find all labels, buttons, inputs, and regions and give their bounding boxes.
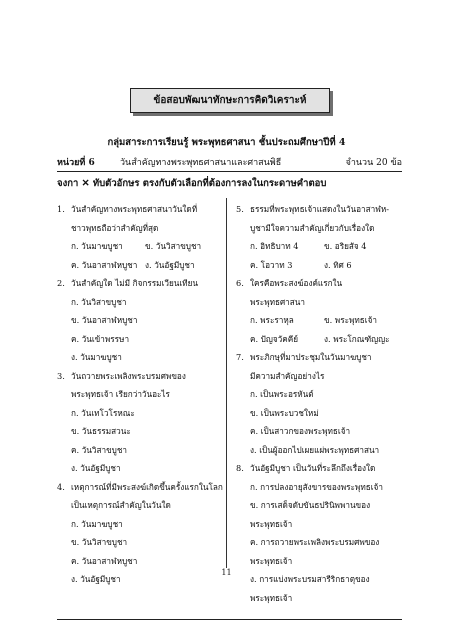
question-number: 5. bbox=[236, 204, 244, 214]
choice-row bbox=[236, 478, 401, 497]
question-text: ธรรมที่พระพุทธเจ้าแสดงในวันอาสาฬห- bbox=[250, 204, 390, 214]
question-item bbox=[236, 200, 401, 274]
question-item bbox=[57, 200, 222, 274]
question-line bbox=[236, 219, 401, 238]
choice-row bbox=[57, 459, 222, 478]
exam-title-box bbox=[130, 88, 330, 113]
question-column-right bbox=[236, 200, 401, 607]
answer-choice: ข. วันวิสาขบูชา bbox=[145, 241, 202, 251]
choice-row bbox=[57, 348, 222, 367]
answer-choice: ก. เป็นพระอรหันต์ bbox=[250, 389, 314, 399]
answer-choice: พระพุทธเจ้า bbox=[250, 518, 293, 529]
answer-choice: ง. วันมาฆบูชา bbox=[71, 352, 122, 362]
choice-row bbox=[57, 293, 222, 312]
choice-row bbox=[57, 441, 222, 460]
answer-choice: ง. วันอัฐมีบูชา bbox=[71, 574, 121, 584]
answer-choice: ข. อริยสัจ 4 bbox=[324, 241, 367, 251]
unit-number: หน่วยที่ 6 bbox=[57, 158, 95, 168]
answer-choice: ข. วันธรรมสวนะ bbox=[71, 426, 131, 436]
answer-choice: ก. วันมาฆบูชา bbox=[71, 518, 123, 529]
unit-row bbox=[57, 155, 402, 169]
question-number: 8. bbox=[236, 463, 244, 473]
question-number: 6. bbox=[236, 278, 244, 288]
question-text: มีความสำคัญอย่างไร bbox=[250, 370, 325, 381]
answer-choice: ข. วันวิสาขบูชา bbox=[71, 537, 128, 547]
choice-row bbox=[236, 496, 401, 515]
answer-choice: ง. วันอัฐมีบูชา bbox=[71, 463, 121, 473]
question-line bbox=[236, 459, 401, 478]
question-text: พระพุทธศาสนา bbox=[250, 296, 305, 307]
item-count: จำนวน 20 ข้อ bbox=[345, 158, 402, 168]
question-number: 2. bbox=[57, 278, 65, 288]
question-text: เป็นเหตุการณ์สำคัญในวันใด bbox=[71, 500, 171, 510]
answer-choice: ค. วันอาสาฬหบูชา bbox=[71, 555, 138, 566]
answer-choice: ค. วันวิสาขบูชา bbox=[71, 444, 128, 455]
answer-choice: ก. พระราหุล bbox=[250, 315, 294, 325]
answer-choice: ง. ทิศ 6 bbox=[324, 259, 352, 270]
choice-row bbox=[57, 515, 222, 534]
footer-rule bbox=[57, 619, 402, 620]
answer-choice: ง. วันอัฐมีบูชา bbox=[145, 259, 195, 270]
answer-choice: ค. ปัญจวัคคีย์ bbox=[250, 333, 299, 344]
choice-row bbox=[236, 533, 401, 552]
question-text: วันถวายพระเพลิงพระบรมศพของ bbox=[71, 370, 186, 381]
question-item bbox=[236, 459, 401, 607]
question-text: เหตุการณ์ที่มีพระสงฆ์เกิดขึ้นครั้งแรกในโลก bbox=[71, 481, 223, 492]
question-line bbox=[57, 496, 222, 515]
subject-heading: กลุ่มสาระการเรียนรู้ พระพุทธศาสนา ชั้นประถมศึกษาปีที่ 4 bbox=[107, 137, 346, 148]
answer-choice: ก. วันวิสาขบูชา bbox=[71, 296, 127, 307]
question-text: วันสำคัญใด ไม่มี กิจกรรมเวียนเทียน bbox=[71, 278, 198, 288]
answer-choice: ก. วันเทโวโรหณะ bbox=[71, 407, 135, 418]
choice-row bbox=[236, 237, 401, 256]
question-item bbox=[57, 274, 222, 367]
question-number: 1. bbox=[57, 204, 65, 214]
column-divider bbox=[226, 198, 227, 568]
answer-choice: ค. เป็นสาวกของพระพุทธเจ้า bbox=[250, 426, 351, 436]
question-item bbox=[236, 348, 401, 459]
question-line bbox=[236, 348, 401, 367]
question-line bbox=[57, 219, 222, 238]
choice-row bbox=[236, 441, 401, 460]
answer-choice: ค. วันอาสาฬหบูชา bbox=[71, 259, 138, 270]
answer-choice: พระพุทธเจ้า bbox=[250, 555, 293, 566]
page-number: 11 bbox=[221, 568, 232, 577]
answer-choice: ค. การถวายพระเพลิงพระบรมศพของ bbox=[250, 537, 380, 547]
instruction-text: จงกา ✕ ทับตัวอักษร ตรงกับตัวเลือกที่ต้องการลงในกระดาษคำตอบ bbox=[57, 178, 327, 189]
question-text: ชาวพุทธถือว่าสำคัญที่สุด bbox=[71, 222, 159, 233]
question-number: 4. bbox=[57, 481, 65, 492]
choice-row bbox=[57, 237, 222, 256]
question-number: 3. bbox=[57, 370, 65, 381]
answer-choice: ง. เป็นผู้ออกไปเผยแผ่พระพุทธศาสนา bbox=[250, 444, 380, 455]
question-line bbox=[236, 293, 401, 312]
question-column-left bbox=[57, 200, 222, 589]
answer-choice: ข. พระพุทธเจ้า bbox=[324, 315, 377, 325]
question-item bbox=[236, 274, 401, 348]
answer-choice: พระพุทธเจ้า bbox=[250, 592, 293, 603]
choice-row bbox=[57, 330, 222, 349]
choice-row bbox=[57, 533, 222, 552]
question-text: วันอัฐมีบูชา เป็นวันที่ระลึกถึงเรื่องใด bbox=[250, 463, 376, 473]
choice-row bbox=[57, 422, 222, 441]
answer-choice: ง. การแบ่งพระบรมสารีริกธาตุของ bbox=[250, 574, 370, 584]
question-line bbox=[57, 478, 222, 497]
choice-row bbox=[236, 256, 401, 275]
choice-row bbox=[236, 385, 401, 404]
question-line bbox=[57, 385, 222, 404]
answer-choice: ก. การปลงอายุสังขารของพระพุทธเจ้า bbox=[250, 481, 383, 492]
choice-row bbox=[236, 330, 401, 349]
choice-row bbox=[57, 404, 222, 423]
header-rule bbox=[57, 171, 402, 172]
question-text: พระภิกษุที่มาประชุมในวันมาฆบูชา bbox=[250, 352, 372, 362]
answer-choice: ก. อิทธิบาท 4 bbox=[250, 241, 299, 251]
question-number: 7. bbox=[236, 352, 244, 362]
choice-row bbox=[57, 311, 222, 330]
answer-choice: ข. วันอาสาฬหบูชา bbox=[71, 315, 138, 325]
question-line bbox=[236, 274, 401, 293]
answer-choice: ก. วันมาฆบูชา bbox=[71, 241, 123, 251]
choice-row bbox=[236, 404, 401, 423]
question-line bbox=[57, 200, 222, 219]
answer-choice: ง. พระโกณฑัญญะ bbox=[324, 333, 390, 344]
question-text: บูชามีใจความสำคัญเกี่ยวกับเรื่องใด bbox=[250, 222, 375, 233]
choice-row bbox=[236, 589, 401, 608]
question-text: วันสำคัญทางพระพุทธศาสนาวันใดที่ bbox=[71, 204, 198, 214]
question-line bbox=[57, 274, 222, 293]
answer-choice: ค. โอวาท 3 bbox=[250, 259, 293, 270]
question-line bbox=[236, 367, 401, 386]
answer-choice: ค. วันเข้าพรรษา bbox=[71, 333, 130, 344]
choice-row bbox=[236, 311, 401, 330]
question-line bbox=[236, 200, 401, 219]
question-line bbox=[57, 367, 222, 386]
answer-choice: ข. เป็นพระบวชใหม่ bbox=[250, 407, 319, 418]
answer-choice: ข. การเสด็จดับขันธปรินิพพานของ bbox=[250, 500, 371, 510]
question-text: พระพุทธเจ้า เรียกว่าวันอะไร bbox=[71, 389, 170, 399]
question-item bbox=[57, 367, 222, 478]
exam-title: ข้อสอบพัฒนาทักษะการคิดวิเคราะห์ bbox=[153, 95, 307, 106]
question-text: ใครคือพระสงฆ์องค์แรกใน bbox=[250, 278, 343, 288]
choice-row bbox=[57, 256, 222, 275]
choice-row bbox=[236, 515, 401, 534]
unit-title: วันสำคัญทางพระพุทธศาสนาและศาสนพิธี bbox=[120, 158, 282, 168]
choice-row bbox=[236, 422, 401, 441]
